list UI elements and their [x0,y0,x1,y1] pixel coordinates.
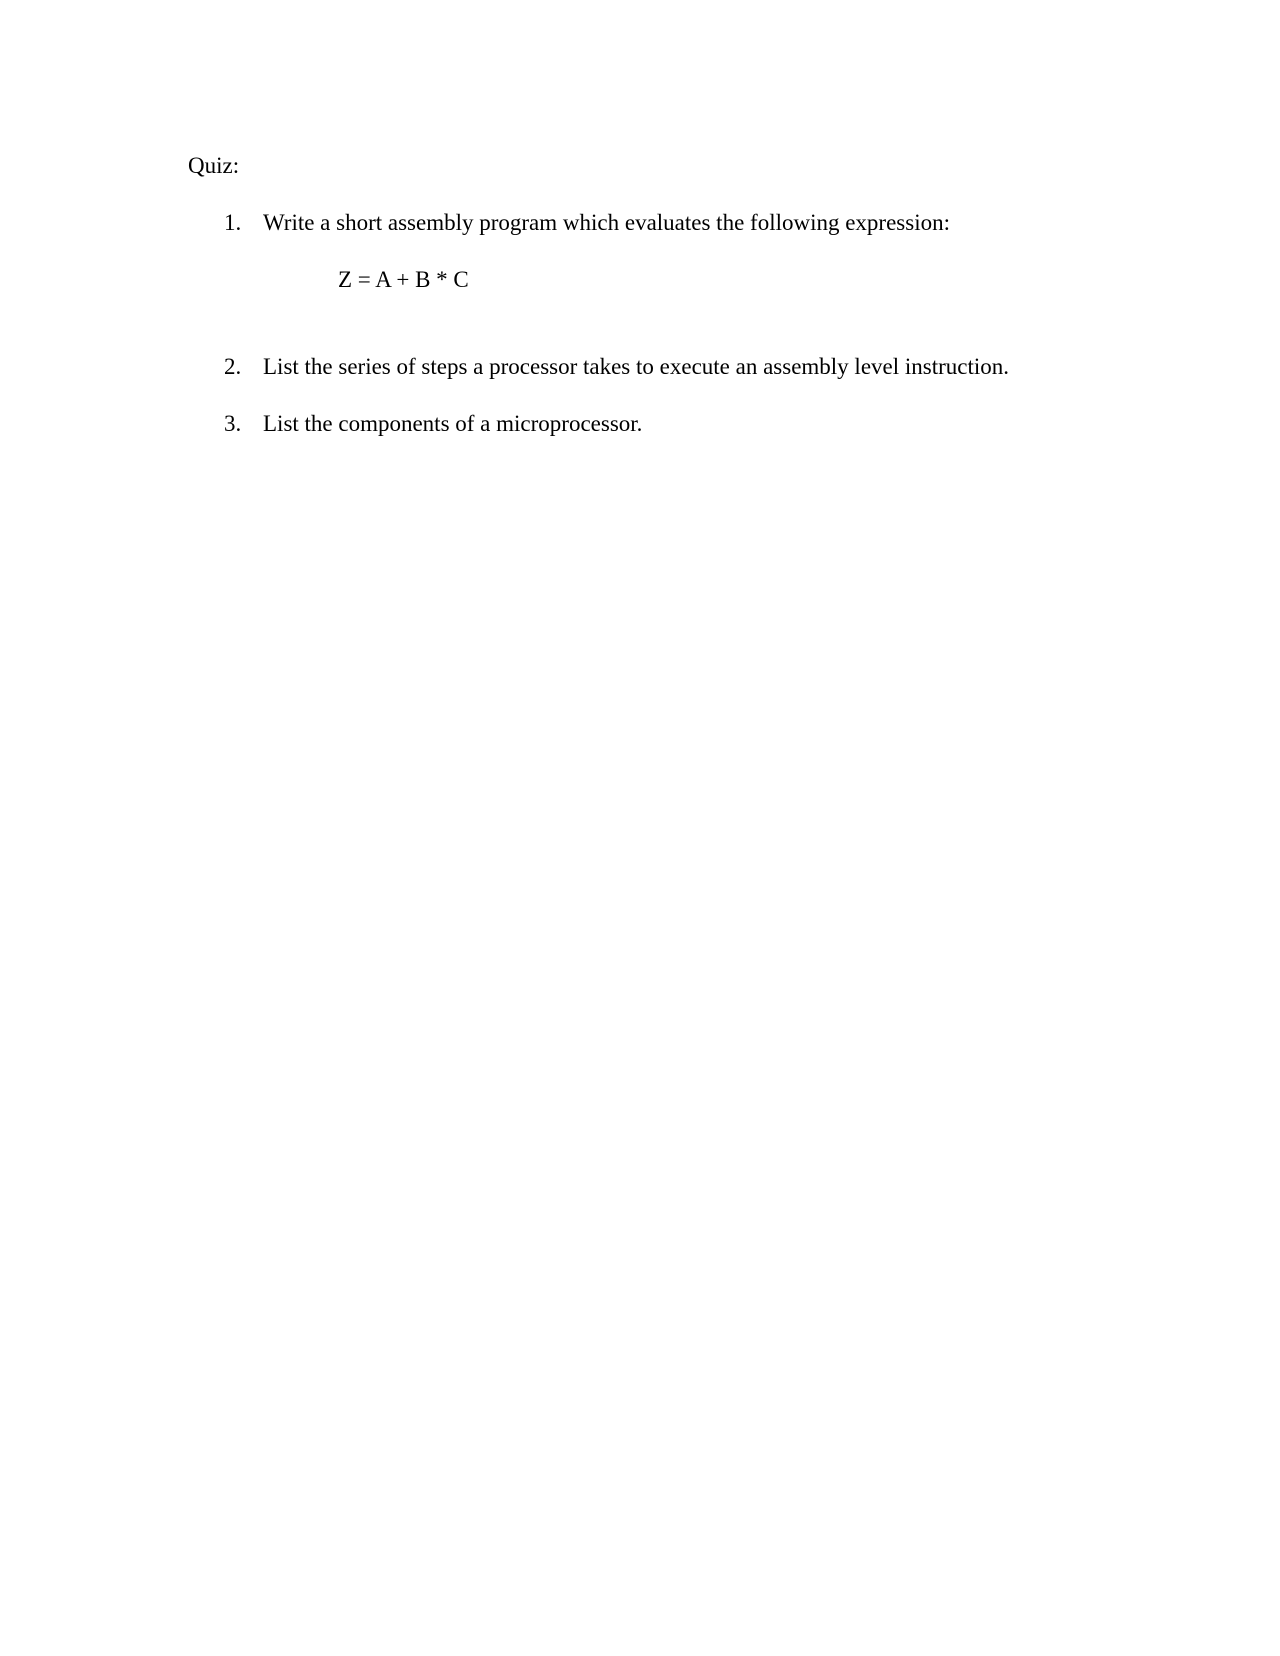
question-1-expression: Z = A + B * C [338,267,469,292]
question-1-text: Write a short assembly program which evaluates the following expression: [263,210,950,235]
question-1-number: 1. [224,210,242,235]
question-3-text: List the components of a microprocessor. [263,411,643,436]
question-2-text: List the series of steps a processor takes to execute an assembly level instruction. [263,354,1010,379]
question-3-number: 3. [224,411,242,436]
quiz-title: Quiz: [188,153,240,178]
question-2-number: 2. [224,354,242,379]
